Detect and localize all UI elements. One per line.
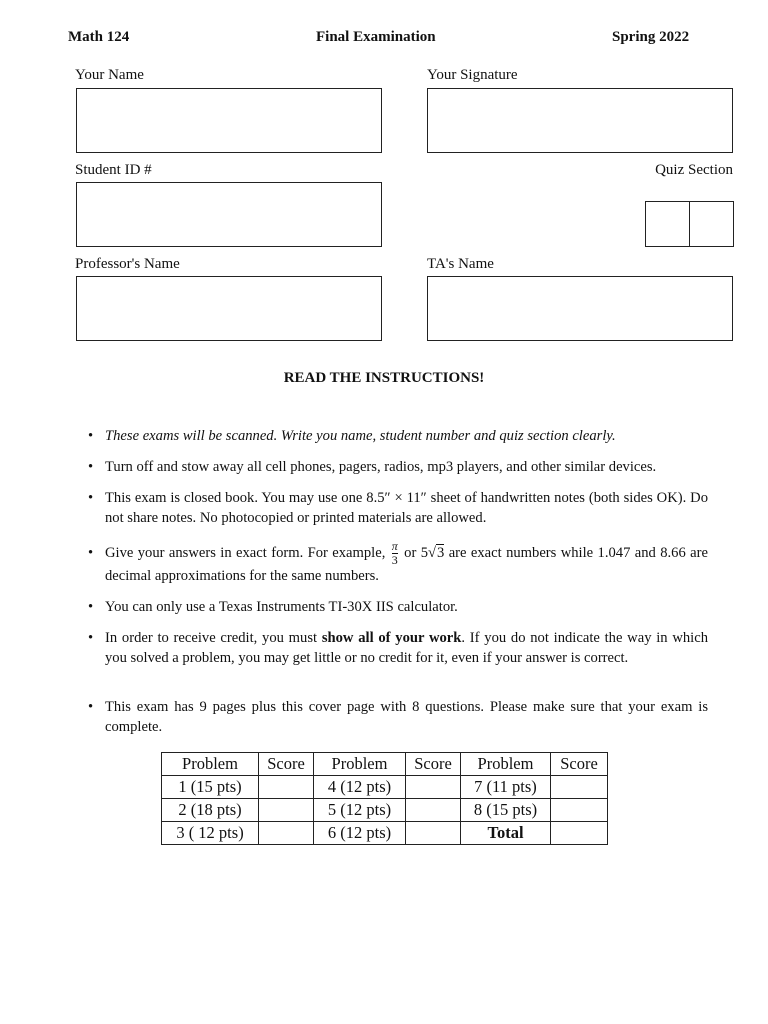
instruction-item: • These exams will be scanned. Write you name, student number and quiz section clearly. — [88, 427, 708, 447]
ta-field[interactable] — [427, 276, 733, 341]
header-cell: Problem — [461, 753, 551, 776]
score-cell[interactable] — [406, 799, 461, 822]
problem-cell: 8 (15 pts) — [461, 799, 551, 822]
ta-label: TA's Name — [427, 256, 494, 272]
instruction-emphasis: show all of your work — [321, 630, 462, 646]
professor-label: Professor's Name — [75, 256, 180, 272]
instruction-text: These exams will be scanned. Write you name, student number and quiz section clearly. — [105, 428, 616, 444]
instruction-item: • Give your answers in exact form. For example, $\frac{\pi}{3}$ or 5√3 are exact numbers while 1.047 and 8.66 are decimal approximations for the same numbers. — [88, 539, 708, 584]
instruction-item: • In order to receive credit, you must show all of your work. If you do not indicate the way in which you solved a problem, you may get little or no credit for it, even if your answer is correct. — [88, 630, 709, 666]
instruction-text: You can only use a Texas Instruments TI-30X IIS calculator. — [105, 599, 458, 615]
instruction-text: In order to receive credit, you must — [105, 630, 318, 646]
quiz-section-box-1[interactable] — [645, 201, 690, 247]
instruction-text: Give your answers in exact form. For example, — [105, 544, 386, 561]
sqrt-radicand: 3 — [437, 544, 445, 561]
table-row — [162, 822, 608, 845]
your-name-label: Your Name — [75, 67, 144, 83]
instruction-text: . If you do not indicate the way in which you solved a problem, you may get little or no credit for it, even if your answer is correct. — [105, 630, 709, 666]
signature-label: Your Signature — [427, 67, 518, 83]
instruction-text: This exam has 9 pages plus this cover page with 8 questions. Please make sure that your exam is complete. — [105, 699, 708, 735]
header-cell: Problem — [314, 753, 406, 776]
score-cell[interactable] — [259, 822, 314, 845]
quiz-section-box-2[interactable] — [689, 201, 734, 247]
score-cell[interactable] — [259, 776, 314, 799]
score-cell[interactable] — [551, 776, 608, 799]
instruction-item: • This exam is closed book. You may use one 8.5″ × 11″ sheet of handwritten notes (both sides OK). Do not share notes. No photocopied or printed materials are allowed. — [88, 489, 708, 528]
instruction-item: • This exam has 9 pages plus this cover page with 8 questions. Please make sure that your exam is complete. — [88, 698, 708, 737]
instruction-text: Turn off and stow away all cell phones, pagers, radios, mp3 players, and other similar devices. — [105, 459, 657, 475]
fraction-pi-over-3 — [392, 540, 398, 567]
score-cell[interactable] — [406, 776, 461, 799]
quiz-section-label: Quiz Section — [655, 162, 733, 178]
instructions-heading: READ THE INSTRUCTIONS! — [283, 370, 485, 386]
table-row — [162, 776, 608, 799]
table-row — [162, 799, 608, 822]
instruction-text: This exam is closed book. You may use one 8.5″ × 11″ sheet of handwritten notes (both sides OK). Do not share notes. No photocopied or printed materials are allowed. — [105, 490, 708, 526]
score-table — [161, 752, 608, 845]
problem-cell: 3 ( 12 pts) — [162, 822, 259, 845]
instruction-text: are exact numbers while 1.047 and 8.66 are decimal approximations for the same numbers. — [105, 544, 708, 584]
instruction-item: • Turn off and stow away all cell phones, pagers, radios, mp3 players, and other similar devices. — [88, 458, 708, 478]
professor-field[interactable] — [76, 276, 382, 341]
table-header-row — [162, 753, 608, 776]
header-cell: Score — [406, 753, 461, 776]
course-name: Math 124 — [68, 29, 130, 45]
score-cell[interactable] — [259, 799, 314, 822]
problem-cell: 4 (12 pts) — [314, 776, 406, 799]
problem-cell: 5 (12 pts) — [314, 799, 406, 822]
fraction-numerator: π — [391, 539, 398, 553]
header-cell: Score — [259, 753, 314, 776]
problem-cell: 6 (12 pts) — [314, 822, 406, 845]
header-cell: Score — [551, 753, 608, 776]
header-cell: Problem — [162, 753, 259, 776]
problem-cell: 1 (15 pts) — [162, 776, 259, 799]
score-cell[interactable] — [406, 822, 461, 845]
total-score-cell[interactable] — [551, 822, 608, 845]
exam-term: Spring 2022 — [612, 29, 690, 45]
student-id-field[interactable] — [76, 182, 382, 247]
instruction-text: or 5 — [404, 544, 428, 561]
student-id-label: Student ID # — [75, 162, 152, 178]
instruction-item: • You can only use a Texas Instruments TI-30X IIS calculator. — [88, 598, 708, 618]
signature-field[interactable] — [427, 88, 733, 153]
problem-cell: 7 (11 pts) — [461, 776, 551, 799]
problem-cell: 2 (18 pts) — [162, 799, 259, 822]
score-cell[interactable] — [551, 799, 608, 822]
exam-title: Final Examination — [316, 29, 436, 45]
total-label-cell: Total — [461, 822, 551, 845]
fraction-denominator: 3 — [391, 553, 398, 567]
your-name-field[interactable] — [76, 88, 382, 153]
